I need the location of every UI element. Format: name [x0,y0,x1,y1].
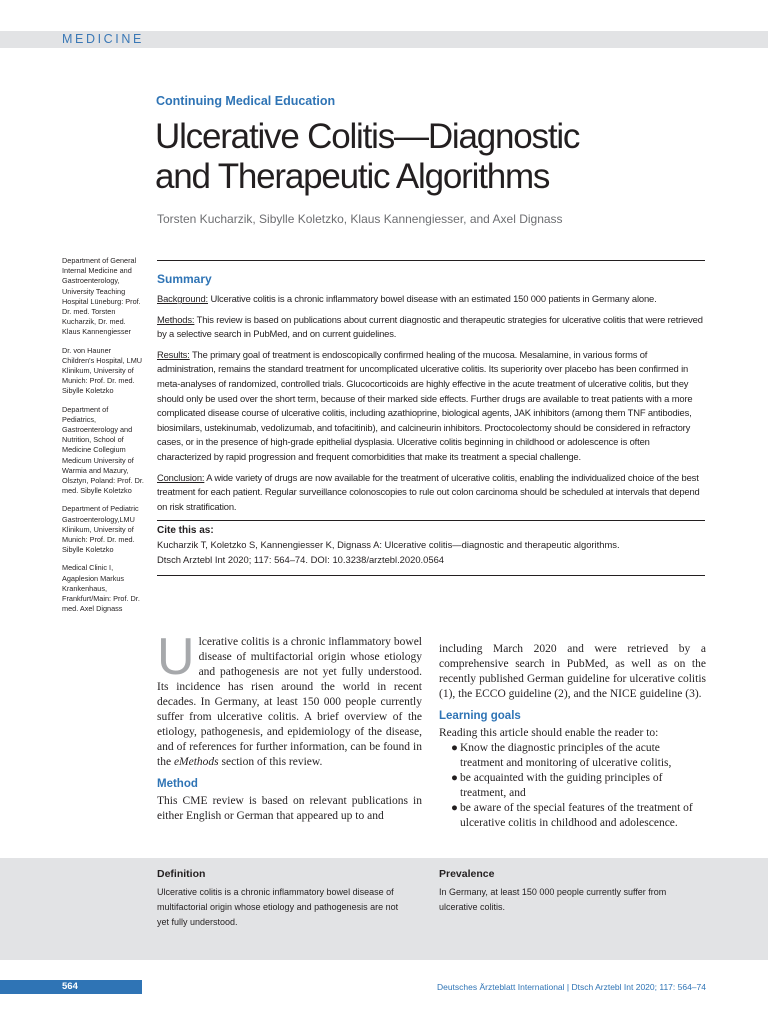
title-line-2: and Therapeutic Algorithms [155,157,550,196]
info-box [0,858,768,960]
summary-results [157,348,705,465]
list-item: ● Know the diagnostic principles of the acute treatment and monitoring of ulcerative colitis, [451,742,672,769]
learning-goals-intro: Reading this article should enable the reader to: [439,727,659,739]
summary-background [157,292,705,307]
intro-text-end: section of this review. [218,756,323,768]
drop-cap: U [157,628,195,686]
journal-footer: Deutsches Ärzteblatt International | Dtsch Arztebl Int 2020; 117: 564–74 [436,982,706,992]
affiliation: Dr. von Hauner Children's Hospital, LMU Klinikum, University of Munich: Prof. Dr. med. Sibylle Koletzko [62,345,143,396]
methods-text: This review is based on publications about current diagnostic and therapeutic strategies for ulcerative colitis that were retrieved by a selective search in PubMed, and on current guidelines. [157,313,703,340]
background-text: Ulcerative colitis is a chronic inflammatory bowel disease with an estimated 150 000 patients in Germany alone. [208,293,657,304]
author-list: Torsten Kucharzik, Sibylle Koletzko, Klaus Kannengiesser, and Axel Dignass [157,212,563,226]
prevalence-box [439,868,689,915]
learning-goals-list [439,741,706,831]
summary-conclusion [157,471,705,515]
affiliation: Medical Clinic I, Agaplesion Markus Krankenhaus, Frankfurt/Main: Prof. Dr. med. Axel Dignass [62,563,140,614]
intro-text: lcerative colitis is a chronic inflammatory bowel disease of multifactorial origin whose etiology and pathogenesis are not yet fully understood. Its incidence has risen around the world in recent decades. In Germany, at least 150 000 people currently suffer from ulcerative colitis. A brief overview of the etiology, pathogenesis, and epidemiology of the disease, and of references for further information, can be found in the [157,636,422,768]
citation-doi[interactable]: Dtsch Arztebl Int 2020; 117: 564–74. DOI: 10.3238/arztebl.2020.0564 [157,553,445,565]
citation-box [157,520,705,575]
search-description: including March 2020 and were retrieved by a comprehensive search in PubMed, as well as on the recently published German guideline for ulcerative colitis (1), the ECCO guideline (2), and the NICE guideline (3). [439,643,706,700]
body-column-right [439,642,706,831]
emethods-reference[interactable]: eMethods [173,756,219,768]
method-heading: Method [157,778,198,790]
results-label: Results: [157,348,190,360]
definition-heading: Definition [157,868,206,880]
definition-box [157,868,407,930]
affiliation: Department of General Internal Medicine and Gastroenterology, University Teaching Hospital Lüneburg: Prof. Dr. med. Torsten Kucharzik, Dr. med. Klaus Kannengiesser [62,256,141,337]
affiliations-column [62,256,144,623]
summary-methods [157,313,705,342]
method-text: This CME review is based on relevant publications in either English or German that appeared up to and [157,795,422,822]
page-number-bar [0,980,142,994]
section-bar [0,31,768,48]
list-item: ● be aware of the special features of the treatment of ulcerative colitis in childhood and adolescence. [451,802,693,829]
body-column-left [157,628,422,824]
results-text: The primary goal of treatment is endoscopically confirmed healing of the mucosa. Mesalamine, in various forms of administration, remains the standard treatment for uncomplicated ulcerative colitis. Its superiority over placebo has been confirmed in meta-analyses of randomized, controlled trials. Glucocorticoids are highly effective in the acute treatment of ulcerative colitis, but they should only be used over the short term, because of their marked side effects. Further drugs are available to treat patients with a more complicated disease course of ulcerative colitis, including azathioprine, biological agents, JAK inhibitors (among them TNF antibodies, biosimilars, ustekinumab, vedolizumab, and tofacitinib), and calcineurin inhibitors. Proctocolectomy should be considered in refractory cases, or in the presence of high-grade epithelial dysplasia. Ulcerative colitis beginning in childhood or adolescence is often characterized by rapid progression and frequent comorbidities that make its treatment a special challenge. [157,348,693,462]
background-label: Background: [157,293,208,304]
title-line-1: Ulcerative Colitis—Diagnostic [155,117,580,156]
summary-section [157,260,705,576]
learning-goals-heading: Learning goals [439,710,521,722]
citation-heading: Cite this as: [157,525,214,537]
section-label: MEDICINE [62,32,144,46]
affiliation: Department of Pediatrics, Gastroenterology and Nutrition, School of Medicine Collegium Medicum University of Warmia and Mazury, Olsztyn, Poland: Prof. Dr. med. Sibylle Koletzko [62,404,144,496]
methods-label: Methods: [157,313,195,325]
article-kicker: Continuing Medical Education [156,94,336,108]
affiliation: Department of Pediatric Gastroenterology,LMU Klinikum, University of Munich: Prof. Dr. med. Sibylle Koletzko [62,504,139,555]
bullet-icon: ● [451,772,458,784]
article-title [155,117,715,197]
bullet-icon: ● [451,742,458,754]
conclusion-label: Conclusion: [157,471,205,483]
citation-line: Kucharzik T, Koletzko S, Kannengiesser K, Dignass A: Ulcerative colitis—diagnostic and therapeutic algorithms. [157,539,620,551]
summary-heading: Summary [157,272,212,286]
page-number: 564 [62,981,78,992]
prevalence-heading: Prevalence [439,868,495,880]
bullet-icon: ● [451,802,458,814]
conclusion-text: A wide variety of drugs are now available for the treatment of ulcerative colitis, enabling the individualized choice of the best treatment for each patient. Regular surveillance colonoscopies to rule out colon carcinoma should be scheduled at intervals that depend on risk stratification. [157,471,700,512]
list-item: ● be acquainted with the guiding principles of treatment, and [451,772,663,799]
definition-text: Ulcerative colitis is a chronic inflammatory bowel disease of multifactorial origin whose etiology and pathogenesis are not yet fully understood. [157,887,399,927]
prevalence-text: In Germany, at least 150 000 people currently suffer from ulcerative colitis. [439,887,667,912]
